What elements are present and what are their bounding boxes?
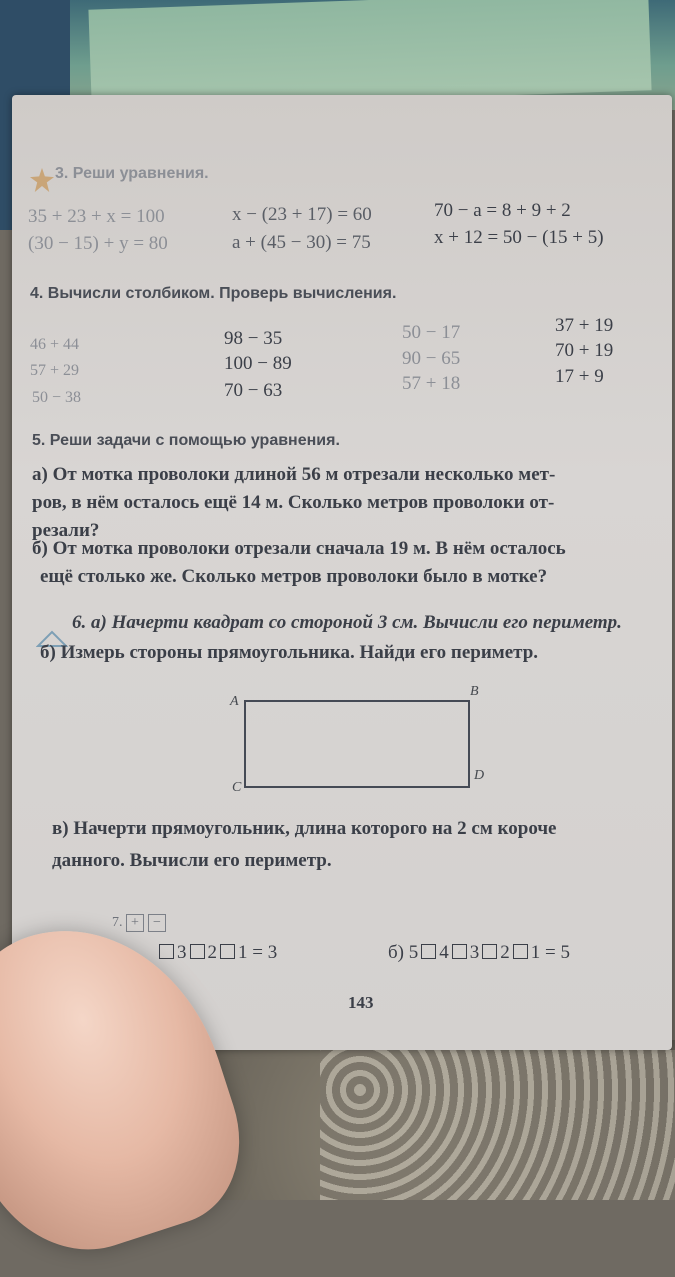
ex7-a-n1: 3: [177, 942, 187, 963]
eq-3-1: 35 + 23 + x = 100: [28, 206, 165, 227]
exercise5-title: 5. Реши задачи с помощью уравнения.: [32, 432, 340, 449]
ex6-v-line2: данного. Вычисли его периметр.: [52, 850, 332, 871]
ex4-col3-3: 57 + 18: [402, 373, 461, 394]
ex7-a-n3: 1 = 3: [238, 942, 278, 963]
ex4-col4-1: 37 + 19: [555, 315, 614, 336]
ex6-b: б) Измерь стороны прямоугольника. Найди его периметр.: [40, 642, 539, 663]
eq-3-6: x + 12 = 50 − (15 + 5): [434, 227, 604, 248]
blank-box: [159, 944, 174, 959]
ex5a-line2: ров, в нём осталось ещё 14 м. Сколько метров проволоки от-: [32, 492, 555, 513]
minus-box-icon: −: [148, 914, 166, 932]
ex7-b-n3: 2: [500, 942, 510, 963]
ex4-col1-2: 57 + 29: [30, 362, 80, 379]
ex4-col3-2: 90 − 65: [402, 348, 461, 369]
background-notebook: [0, 0, 675, 110]
blank-box: [220, 944, 235, 959]
ex4-col4-3: 17 + 9: [555, 366, 604, 387]
ex5b-line1: б) От мотка проволоки отрезали сначала 19 м. В нём осталось: [32, 538, 566, 559]
exercise4-title: 4. Вычисли столбиком. Проверь вычисления.: [30, 285, 397, 302]
vertex-d: D: [474, 768, 485, 783]
ex7-b-n2: 3: [469, 942, 480, 963]
ex6-v-line1: в) Начерти прямоугольник, длина которого на 2 см короче: [52, 818, 557, 839]
eq-3-2: x − (23 + 17) = 60: [232, 204, 372, 225]
ex7-header: [112, 914, 170, 932]
ex7-b-label: б) 5: [388, 942, 419, 963]
ex7-b-n4: 1 = 5: [530, 942, 570, 963]
blank-box: [452, 944, 467, 959]
blank-box: [421, 944, 436, 959]
vertex-b: B: [470, 684, 479, 699]
ex4-col4-2: 70 + 19: [555, 340, 614, 361]
ex5a-line3: резали?: [32, 520, 100, 541]
rectangle-ABCD: [244, 700, 470, 788]
ex5a-line1: а) От мотка проволоки длиной 56 м отрезали несколько мет-: [32, 464, 556, 485]
blank-box: [190, 944, 205, 959]
ex4-col2-3: 70 − 63: [224, 380, 283, 401]
lace-pattern: [320, 1050, 675, 1200]
vertex-c: C: [232, 780, 242, 795]
eq-3-5: a + (45 − 30) = 75: [232, 232, 371, 253]
ex4-col1-3: 50 − 38: [32, 389, 82, 406]
ex6-a: 6. а) Начерти квадрат со стороной 3 см. Вычисли его периметр.: [72, 612, 622, 633]
eq-3-3: 70 − a = 8 + 9 + 2: [434, 200, 571, 221]
ex4-col3-1: 50 − 17: [402, 322, 461, 343]
ex5b-line2: ещё столько же. Сколько метров проволоки было в мотке?: [40, 566, 548, 587]
page-number: 143: [348, 993, 374, 1012]
exercise3-title: 3. Реши уравнения.: [55, 165, 209, 182]
ex7-b-n1: 4: [439, 942, 449, 963]
vertex-a: A: [230, 694, 239, 709]
ex7-a-n2: 2: [207, 942, 217, 963]
ex4-col1-1: 46 + 44: [30, 336, 80, 353]
ex7-b: [388, 942, 570, 964]
blank-box: [482, 944, 497, 959]
ex4-col2-2: 100 − 89: [224, 353, 292, 374]
eq-3-4: (30 − 15) + y = 80: [28, 233, 168, 254]
ex7-a: [156, 942, 277, 964]
ex7-number: 7.: [112, 915, 123, 930]
blank-box: [513, 944, 528, 959]
plus-box-icon: +: [126, 914, 144, 932]
ex4-col2-1: 98 − 35: [224, 328, 283, 349]
